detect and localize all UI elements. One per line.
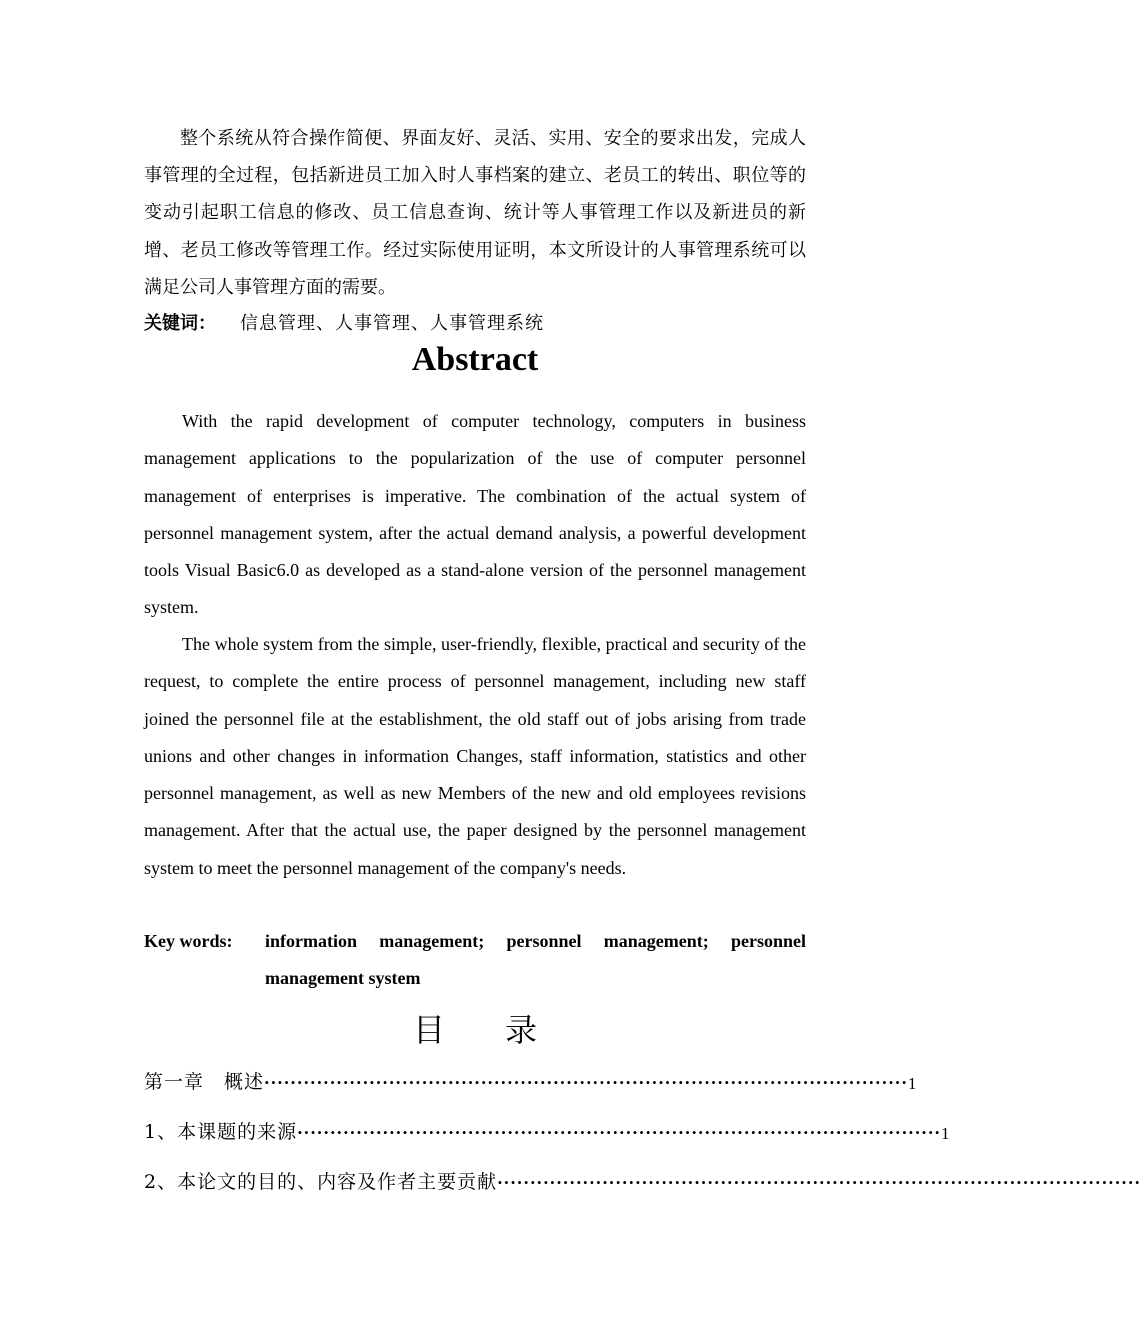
chinese-keywords (144, 309, 806, 339)
english-paragraph-1-text: With the rapid development of computer technology, computers in business management applications to the popularization of the use of computer personnel management of enterprises is imperative. The combination of the actual system of personnel management system, after the actual demand analysis, a powerful development tools Visual Basic6.0 as developed as a stand-alone version of the personnel management system. (144, 411, 806, 618)
english-paragraph-2-text: The whole system from the simple, user-friendly, flexible, practical and security of the request, to complete the entire process of personnel management, including new staff joined the personnel file at the establishment, the old staff out of jobs arising from trade unions and other changes in information Changes, staff information, statistics and other personnel management, as well as new Members of the new and old employees revisions management. After that the actual use, the paper designed by the personnel management system to meet the personnel management of the company's needs. (144, 634, 806, 878)
toc-leader-dots: ·································································································· (264, 1073, 908, 1092)
toc-leader-dots: ·································································································· (297, 1123, 941, 1142)
toc-title: 目录 (412, 1011, 597, 1049)
english-keywords (144, 923, 806, 998)
english-abstract-paragraph-1 (144, 403, 806, 627)
toc-leader-dots: ·································································································· (497, 1173, 1141, 1192)
english-keywords-text: information management; personnel management; personnel management system (265, 931, 806, 989)
abstract-title: Abstract (411, 341, 539, 378)
toc-entry[interactable] (144, 1164, 1141, 1194)
english-keywords-label: Key words: (144, 931, 233, 951)
english-abstract-paragraph-2 (144, 626, 806, 887)
toc-entry-text: 1、本课题的来源 (144, 1121, 298, 1143)
chinese-keywords-label: 关键词： (144, 313, 216, 334)
toc-entry[interactable] (144, 1064, 917, 1094)
chinese-abstract-paragraph: 整个系统从符合操作简便、界面友好、灵活、实用、安全的要求出发，完成人事管理的全过程，包括新进员工加入时人事档案的建立、老员工的转出、职位等的变动引起职工信息的修改、员工信息查询、统计等人事管理工作以及新进员的新增、老员工修改等管理工作。经过实际使用证明，本文所设计的人事管理系统可以满足公司人事管理方面的需要。 (144, 128, 806, 298)
toc-entry-text: 2、本论文的目的、内容及作者主要贡献 (144, 1171, 498, 1193)
toc-entry-text: 第一章 概述 (144, 1071, 265, 1093)
chinese-keywords-text: 信息管理、人事管理、人事管理系统 (240, 313, 544, 334)
toc-entry[interactable] (144, 1114, 950, 1144)
toc-entry-page: 1 (907, 1074, 917, 1093)
toc-entry-page: 1 (940, 1124, 950, 1143)
